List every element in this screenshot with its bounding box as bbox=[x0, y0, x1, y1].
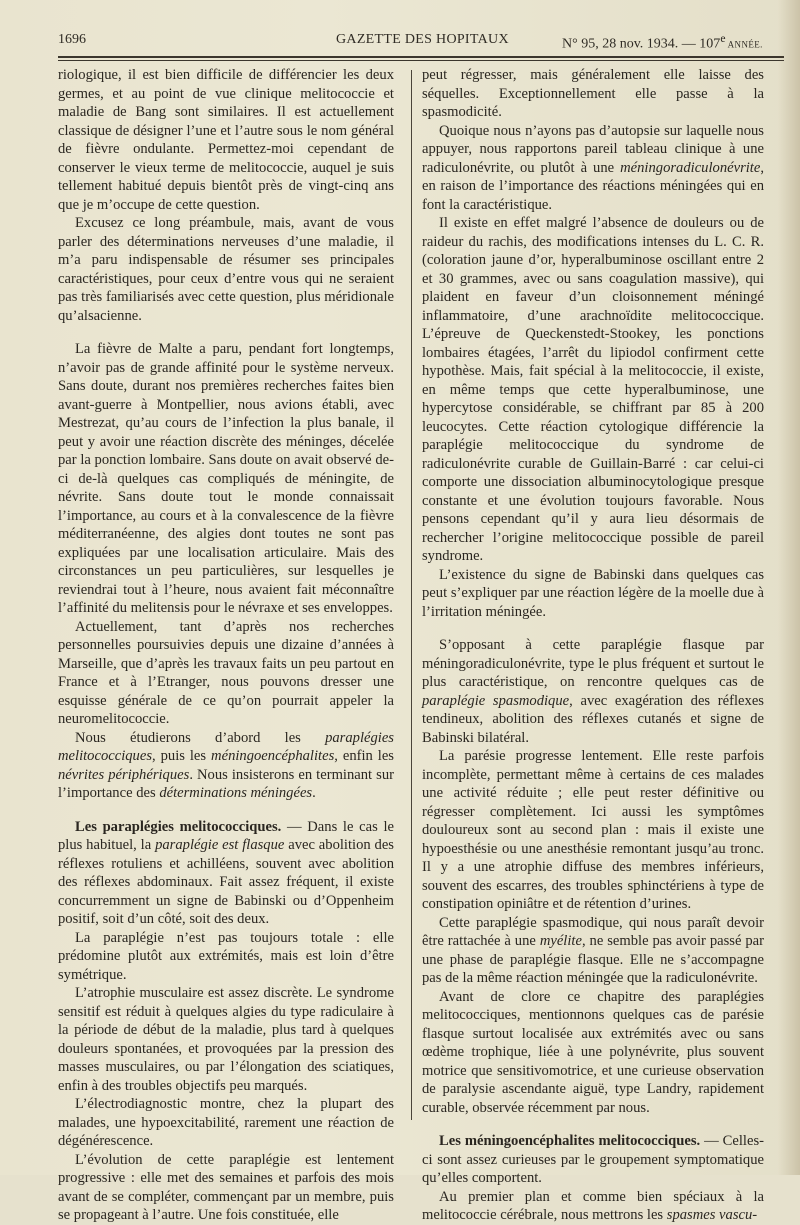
text-run: Quoique nous n’ayons pas d’autopsie sur laquelle nous appuyer, nous rapportons pareil tableau clinique à une radiculonévrite, ou plutôt à une bbox=[422, 122, 764, 176]
text-run: — Dans le cas le plus habituel, la bbox=[58, 818, 394, 853]
issue-text: N° 95, 28 nov. 1934. — 107 bbox=[562, 36, 721, 52]
header-rule-thin bbox=[58, 60, 784, 61]
paragraph: La fièvre de Malte a paru, pendant fort longtemps, n’avoir pas de grande affinité pour le système nerveux. Sans doute, durant nos premières recherches faites bien avant-guerre à Montpellier, nous avions établi, avec Mestrezat, qu’au cours de l’infection la plus banale, il peut y avoir une réaction discrète des méninges, décelée par la ponction lombaire. Sans doute on avait observé de-ci de-là quelques cas compliqués de méningite, de névrite. Sans doute tout le monde connaissait l’importance, au cours et à la convalescence de la fièvre méditerranéenne, des algies dont toutes ne sont pas expliquées par une localisation articulaire. Mais des circonstances un peu particulières, sur lesquelles je reviendrai tout à l’heure, nous avaient fait méconnaître l’affinité du melitensis pour le névraxe et ses enveloppes. bbox=[58, 341, 394, 616]
header-rule-thick bbox=[58, 56, 784, 58]
issue-suffix: ANNÉE. bbox=[725, 39, 763, 50]
text-run: , en raison de l’importance des réactions méningées qui en font la caractéristique. bbox=[422, 159, 764, 213]
paragraph bbox=[422, 122, 764, 215]
paragraph: Actuellement, tant d’après nos recherches personnelles poursuivies depuis une dizaine d’années à Marseille, que d’après les travaux faits un peu partout en France et à l’Etranger, nous pouvons dresser une esquisse générale de ce qu’on pourrait appeler la neuromelitococcie. bbox=[58, 618, 394, 727]
text-run: , avec exagération des réflexes tendineux, abolition des réflexes cutanés et signe de Babinski bilatéral. bbox=[422, 692, 764, 746]
text-run: Au premier plan et comme bien spéciaux à la melitococcie cérébrale, nous mettrons les bbox=[422, 1188, 764, 1223]
paragraph: L’existence du signe de Babinski dans quelques cas peut s’expliquer par une réaction légère de la moelle due à l’irritation méningée. bbox=[422, 566, 764, 620]
paragraph bbox=[58, 818, 394, 929]
page-number: 1696 bbox=[58, 32, 86, 47]
text-run: . bbox=[312, 785, 316, 801]
paragraph: L’atrophie musculaire est assez discrète. Le syndrome sensitif est réduit à quelques algies du type radiculaire à la période de début de la maladie, plus tard à quelques douleurs spontanées, et provoquées par la pression des masses musculaires, ou par l’élongation des sciatiques, enfin à des troubles objectifs peu marqués. bbox=[58, 985, 394, 1094]
emphasis: paraplégies melitococciques bbox=[58, 729, 394, 764]
paragraph: La parésie progresse lentement. Elle reste parfois incomplète, permettant même à certains de ces malades une activité réduite ; elle peut rester définitive ou régresser complètement. Ici aussi les symptômes douloureux sont au second plan : mais il existe une hypoesthésie ou une anesthésie remontant jusqu’au tronc. Il y a une atrophie diffuse des membres inférieurs, souvent des escarres, des troubles sphinctériens à type de constipation opiniâtre et de rétention d’urines. bbox=[422, 748, 764, 912]
paragraph bbox=[422, 914, 764, 988]
page-edge-shadow bbox=[778, 0, 800, 1175]
paragraph-gap bbox=[58, 803, 394, 818]
paragraph bbox=[422, 636, 764, 747]
text-run: S’opposant à cette paraplégie flasque par méningoradiculonévrite, type le plus fréquent et surtout le plus caractéristique, on rencontre quelques cas de bbox=[422, 637, 764, 690]
paragraph: Excusez ce long préambule, mais, avant de vous parler des déterminations nerveuses d’une maladie, il m’a paru indispensable de résumer ses principales caractéristiques, pour ceux d’entre vous qui ne seraient pas très familiarisés avec cette question, plus méridionale qu’alsacienne. bbox=[58, 215, 394, 324]
text-run: avec abolition des réflexes rotuliens et achilléens, souvent avec abolition des réflexes abdominaux. Fait assez fréquent, il existe concurremment un signe de Babinski ou d’Oppenheim positif, soit d’un côté, soit des deux. bbox=[58, 837, 394, 927]
emphasis: spasmes vascu- bbox=[666, 1207, 758, 1223]
text-run: , enfin les bbox=[334, 748, 394, 764]
paragraph-gap bbox=[422, 621, 764, 636]
section-heading: Les méningoencéphalites melitococciques. bbox=[439, 1133, 701, 1149]
paragraph: L’évolution de cette paraplégie est lentement progressive : elle met des semaines et parfois des mois avant de se compléter, commençant par un membre, puis se propageant à l’autre. Une fois constituée, elle bbox=[58, 1151, 394, 1223]
emphasis: déterminations méningées bbox=[159, 785, 313, 801]
paragraph: peut régresser, mais généralement elle laisse des séquelles. Exceptionnellement elle passe à la spasmodicité. bbox=[422, 67, 764, 120]
emphasis: névrites périphériques bbox=[58, 766, 190, 783]
issue-ordinal: e bbox=[720, 32, 726, 45]
text-run: Nous étudierons d’abord les bbox=[75, 729, 326, 746]
paragraph-gap bbox=[422, 1117, 764, 1132]
paragraph: L’électrodiagnostic montre, chez la plupart des malades, une hypoexcitabilité, rarement une réaction de dégénérescence. bbox=[58, 1096, 394, 1149]
text-run: . Nous insisterons en terminant sur l’importance des bbox=[58, 766, 394, 801]
emphasis: paraplégie est flasque bbox=[155, 837, 285, 853]
paragraph: Il existe en effet malgré l’absence de douleurs ou de raideur du rachis, des modifications intenses du L. C. R. (coloration jaune d’or, hyperalbuminose oscillant entre 2 et 30 grammes, avec ou sans coagulation massive), qui plaident en faveur d’un cloisonnement méningé inflammatoire, d’une arachnoïdite melitococcique. L’épreuve de Queckenstedt-Stookey, les ponctions lombaires étagées, l’arrêt du lipiodol confirment cette hypothèse. Mais, fait spécial à la melitococcie, il existe, en même temps que cette hyperalbuminose, une hypercytose considérable, se chiffrant par 85 à 200 leucocytes. Cette réaction cytologique différencie la paraplégie melitococcique du syndrome de radiculonévrite curable de Guillain-Barré : car celui-ci comporte une dissociation albuminocytologique presque constante et une évolution toujours favorable. Nous pensons cependant qu’il y aura lieu désormais de rechercher l’origine melitococcique possible de pareil syndrome. bbox=[422, 215, 764, 564]
text-run: , ne semble pas avoir passé par une phase de paraplégie flasque. Elle ne s’accompagne pas de la même réaction méningée que la radiculonévrite. bbox=[422, 933, 764, 986]
paragraph: Avant de clore ce chapitre des paraplégies melitococciques, mentionnons quelques cas de parésie flasque surtout localisée aux extrémités avec ou sans œdème trophique, liée à une polynévrite, plus souvent motrice que sensitivomotrice, et une curieuse observation de paralysie ascendante aiguë, type Landry, rapidement curable, observée récemment par nous. bbox=[422, 988, 764, 1116]
issue-info bbox=[562, 32, 763, 53]
text-run: — Celles-ci sont assez curieuses par le groupement symptomatique qu’elles comportent. bbox=[422, 1133, 764, 1186]
journal-title: GAZETTE DES HOPITAUX bbox=[336, 32, 509, 47]
emphasis: paraplégie spasmodique bbox=[422, 692, 570, 709]
running-header bbox=[58, 28, 780, 50]
column-divider bbox=[411, 70, 412, 1120]
paragraph bbox=[422, 1132, 764, 1188]
paragraph bbox=[58, 729, 394, 803]
paragraph: La paraplégie n’est pas toujours totale : elle prédomine plutôt aux extrémités, mais est loin d’être symétrique. bbox=[58, 929, 394, 983]
paragraph-gap bbox=[58, 325, 394, 340]
section-heading: Les paraplégies melitococciques. bbox=[75, 818, 282, 835]
left-column bbox=[58, 66, 394, 1225]
paragraph: riologique, il est bien difficile de différencier les deux germes, et au point de vue clinique melitococcie et maladie de Bang sont similaires. Il est actuellement classique de désigner l’une et l’autre sous le nom général de fièvre ondulante. Permettez-moi cependant de conserver le vieux terme de melitococcie, auquel je suis tellement habitué depuis bientôt près de vingt-cinq ans que je m’occupe de cette question. bbox=[58, 67, 394, 213]
emphasis: méningoradiculonévrite bbox=[620, 159, 761, 176]
text-run: Cette paraplégie spasmodique, qui nous paraît devoir être rattachée à une bbox=[422, 914, 764, 949]
right-column bbox=[422, 66, 764, 1225]
emphasis: méningoencéphalites bbox=[211, 748, 335, 764]
emphasis: myélite bbox=[539, 933, 582, 949]
paragraph bbox=[422, 1188, 764, 1225]
text-run: , puis les bbox=[152, 748, 212, 764]
